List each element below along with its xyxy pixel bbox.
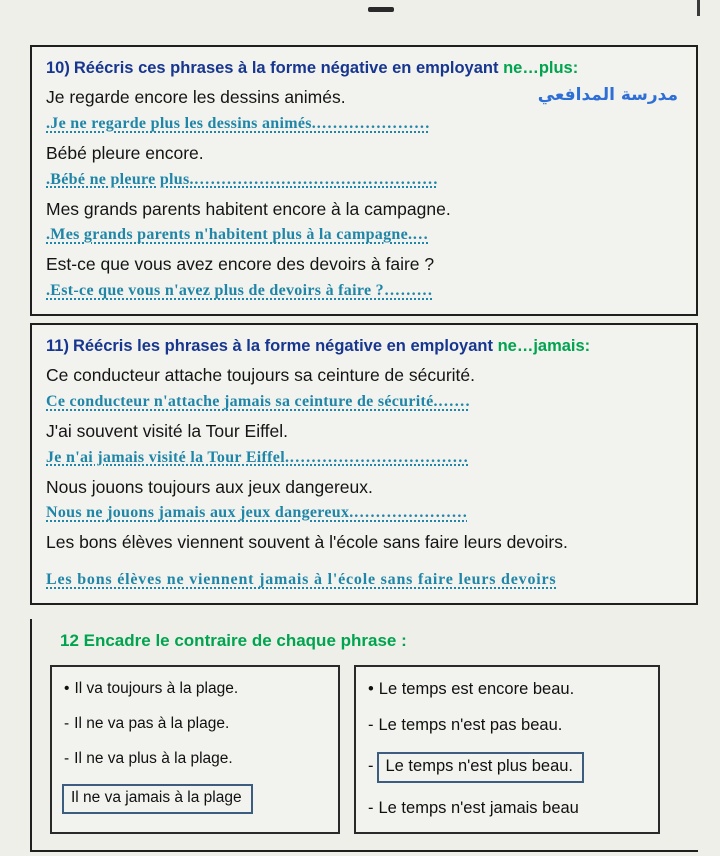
question-text: Est-ce que vous avez encore des devoirs à faire ? [46,254,435,275]
answer-text: Nous ne jouons jamais aux jeux dangereux.………………… [46,504,468,522]
option-prefix: • [368,679,374,698]
option-text: Il va toujours à la plage. [74,679,239,697]
question-text: Je regarde encore les dessins animés. [46,87,346,108]
answer-text: Je n'ai jamais visité la Tour Eiffel.…………………………… [46,448,469,466]
option-text: Le temps n'est jamais beau [378,799,579,818]
option-text: Le temps n'est pas beau. [378,716,563,735]
right-options-box [354,665,660,834]
option-line [368,798,648,819]
exercise-11-header [46,335,680,357]
exercise-12-header: 12 Encadre le contraire de chaque phrase : [60,630,407,650]
question-text: Bébé pleure encore. [46,142,204,163]
exercise-title: Réécris les phrases à la forme négative en employant [72,336,493,355]
answer-text: .Est-ce que vous n'avez plus de devoirs à faire ?……… [46,282,433,300]
scan-artifact-corner [697,0,700,16]
option-line [64,784,328,814]
option-text: Il ne va pas à la plage. [74,715,230,733]
option-text: Il ne va jamais à la plage [71,789,242,807]
option-line [368,715,648,736]
question-text: J'ai souvent visité la Tour Eiffel. [46,420,288,441]
answer-text: .Mes grands parents n'habitent plus à la campagne.… [46,226,429,244]
framed-answer [377,752,585,783]
option-text: Le temps n'est plus beau. [385,756,574,775]
exercise-10-section [30,45,698,316]
framed-answer [62,784,253,814]
exercise-number: 11) [46,336,69,355]
option-prefix: - [64,715,70,733]
answer-text: .Je ne regarde plus les dessins animés.………………… [46,115,431,133]
exercise-connector: ne…plus: [503,59,579,77]
answer-text: .Bébé ne pleure plus.……………………………………… [46,170,439,188]
exercise-connector: ne…jamais: [497,336,591,355]
exercise-12-columns [50,665,698,834]
option-prefix: - [368,716,374,735]
option-line [64,679,328,699]
school-name-arabic: مدرسة المدافعي [537,85,678,105]
exercise-10-header [46,57,680,79]
question-text: Ce conducteur attache toujours sa ceinture de sécurité. [46,365,475,386]
answer-text: Ce conducteur n'attache jamais sa ceinture de sécurité.…… [46,393,471,411]
exercise-11-section [30,323,698,605]
left-options-box [50,665,340,834]
question-text: Mes grands parents habitent encore à la campagne. [46,198,451,219]
scan-artifact-top [368,7,394,12]
option-prefix: - [64,750,70,768]
option-line [64,749,328,769]
exercise-title: Réécris ces phrases à la forme négative en employant [73,59,499,77]
option-line [368,752,648,783]
exercise-12-section [30,619,698,852]
question-text: Nous jouons toujours aux jeux dangereux. [46,476,373,497]
question-text: Les bons élèves viennent souvent à l'école sans faire leurs devoirs. [46,532,568,553]
exercise-number: 10) [46,59,70,77]
option-prefix: - [368,756,374,775]
option-line [64,714,328,734]
answer-text: Les bons élèves ne viennent jamais à l'école sans faire leurs devoirs [46,571,557,589]
option-prefix: - [368,799,374,818]
option-text: Il ne va plus à la plage. [74,750,233,768]
option-prefix: • [64,679,70,697]
option-text: Le temps est encore beau. [378,679,575,698]
option-line [368,679,648,700]
